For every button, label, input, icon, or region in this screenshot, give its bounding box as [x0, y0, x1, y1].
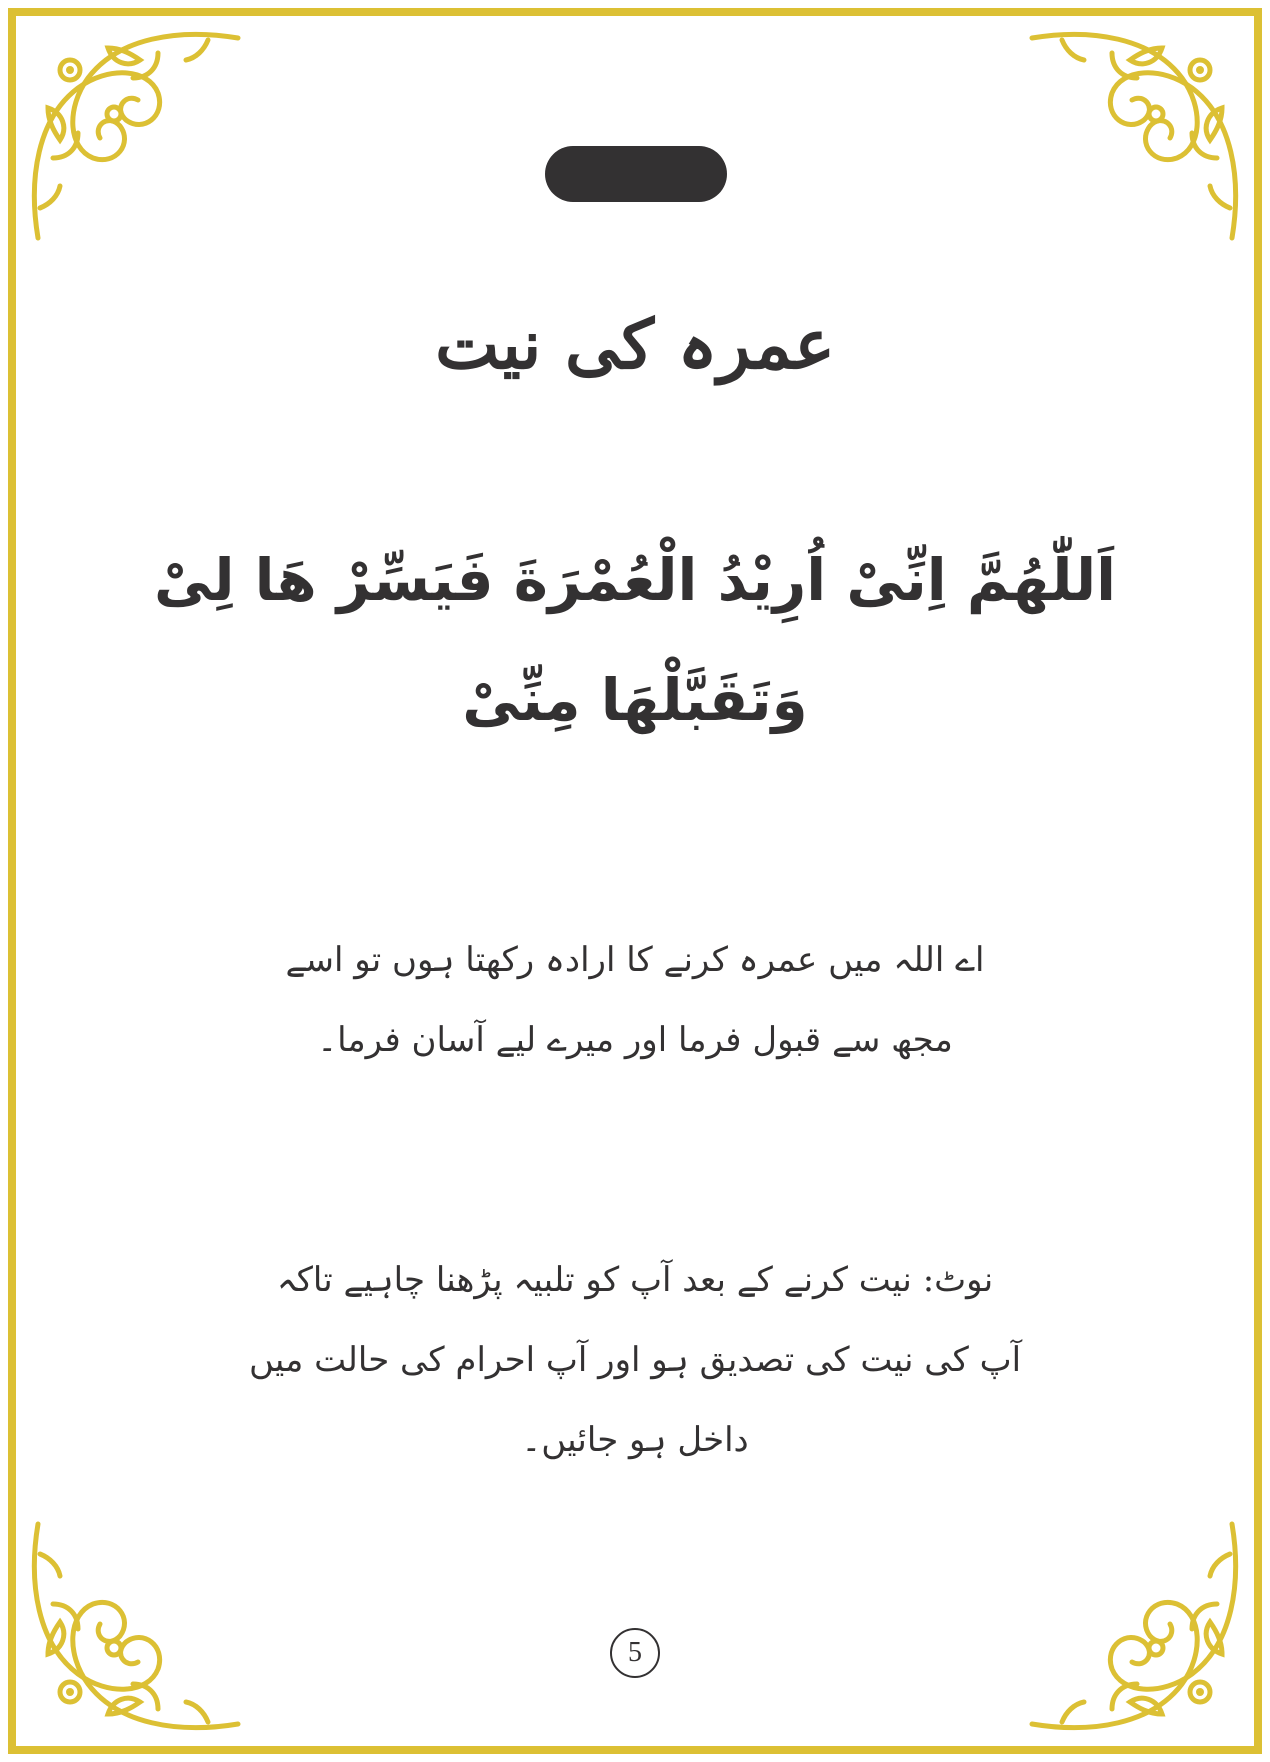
page-title: عمرہ کی نیت — [435, 305, 835, 385]
floral-corner-ornament-icon — [8, 1504, 258, 1754]
arabic-dua-line: اَللّٰھُمَّ اِنِّیْ اُرِیْدُ الْعُمْرَةَ فَیَسِّرْ هَا لِیْ — [154, 546, 1116, 614]
urdu-translation — [230, 920, 1040, 1080]
page-number: 5 — [610, 1628, 660, 1678]
note-paragraph — [230, 1240, 1040, 1480]
arabic-dua — [150, 520, 1120, 760]
arabic-dua-line: وَتَقَبَّلْهَا مِنِّیْ — [462, 666, 808, 734]
floral-corner-ornament-icon — [1012, 1504, 1262, 1754]
page-border — [8, 8, 1262, 1754]
floral-corner-ornament-icon — [1012, 8, 1262, 258]
note-line: آپ کی نیت کی تصدیق ہو اور آپ احرام کی حالت میں — [248, 1340, 1022, 1380]
translation-line: مجھ سے قبول فرما اور میرے لیے آسان فرما۔ — [317, 1020, 953, 1060]
translation-line: اے اللہ میں عمرہ کرنے کا ارادہ رکھتا ہوں تو اسے — [285, 940, 985, 980]
header-pill-banner — [545, 146, 727, 202]
note-line: داخل ہو جائیں۔ — [521, 1420, 749, 1460]
note-line: نوٹ: نیت کرنے کے بعد آپ کو تلبیہ پڑھنا چاہیے تاکہ — [276, 1260, 994, 1300]
floral-corner-ornament-icon — [8, 8, 258, 258]
